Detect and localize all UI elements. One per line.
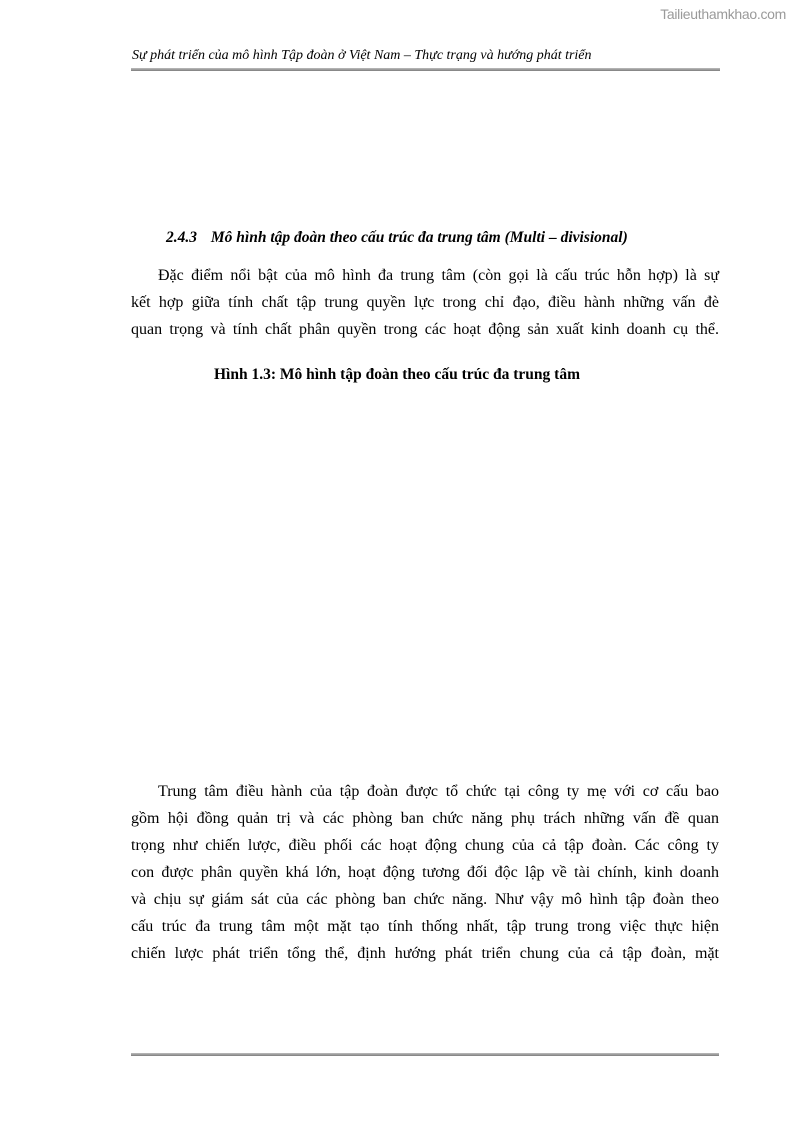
section-number: 2.4.3 [166, 229, 197, 246]
figure-placeholder [131, 400, 719, 760]
section-title: Mô hình tập đoàn theo cấu trúc đa trung tâm (Multi – divisional) [210, 229, 628, 246]
watermark: Tailieuthamkhao.com [660, 6, 786, 22]
running-header: Sự phát triển của mô hình Tập đoàn ở Việt Nam – Thực trạng và hướng phát triển [132, 48, 592, 63]
header-rule [131, 68, 720, 71]
section-heading [166, 229, 628, 247]
paragraph-line: gồm hội đồng quản trị và các phòng ban chức năng phụ trách những vấn đề quan [131, 810, 719, 827]
paragraph-2 [131, 778, 719, 967]
paragraph-line: trọng như chiến lược, điều phối các hoạt động chung của cả tập đoàn. Các công ty [131, 837, 719, 854]
paragraph-line: Đặc điểm nổi bật của mô hình đa trung tâm (còn gọi là cấu trúc hỗn hợp) là sự [158, 267, 719, 284]
paragraph-1 [131, 262, 719, 343]
paragraph-line: kết hợp giữa tính chất tập trung quyền lực trong chỉ đạo, điều hành những vấn đè [131, 294, 719, 311]
footer-rule [131, 1053, 719, 1056]
paragraph-line: Trung tâm điều hành của tập đoàn được tổ chức tại công ty mẹ với cơ cấu bao [158, 783, 719, 800]
paragraph-line: quan trọng và tính chất phân quyền trong các hoạt động sản xuất kinh doanh cụ thể. [131, 321, 719, 338]
figure-caption: Hình 1.3: Mô hình tập đoàn theo cấu trúc đa trung tâm [213, 366, 580, 383]
paragraph-line: chiến lược phát triển tổng thể, định hướng phát triển chung của cả tập đoàn, mặt [131, 945, 719, 962]
paragraph-line: cấu trúc đa trung tâm một mặt tạo tính thống nhất, tập trung trong việc thực hiện [131, 918, 719, 935]
paragraph-line: con được phân quyền khá lớn, hoạt động tương đối độc lập về tài chính, kinh doanh [131, 864, 719, 881]
paragraph-line: và chịu sự giám sát của các phòng ban chức năng. Như vậy mô hình tập đoàn theo [131, 891, 719, 908]
